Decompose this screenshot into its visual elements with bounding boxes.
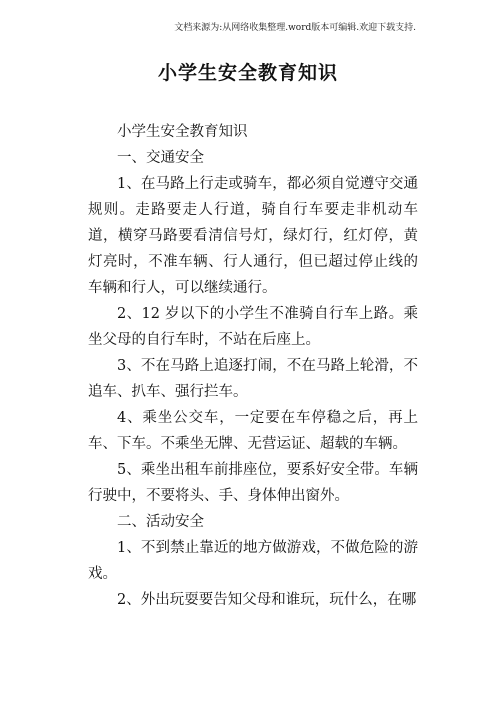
paragraph-item: 1、不到禁止靠近的地方做游戏，不做危险的游戏。 [88,540,418,582]
paragraph-item: 1、在马路上行走或骑车，都必须自觉遵守交通规则。走路要走人行道，骑自行车要走非机动车道，横穿马路要看清信号灯，绿灯行，红灯停，黄灯亮时，不准车辆、行人通行，但已超过停止线的车辆和行人，可以继续通行。 [88,176,418,296]
paragraph-item: 2、外出玩耍要告知父母和谁玩，玩什么，在哪 [117,592,417,608]
paragraph-item: 4、乘坐公交车，一定要在车停稳之后，再上车、下车。不乘坐无牌、无营运证、超载的车辆。 [88,410,418,452]
header-note: 文档来源为:从网络收集整理.word版本可编辑.欢迎下载支持. [174,23,416,33]
section-heading-activity: 二、活动安全 [117,514,204,530]
paragraph-item: 3、不在马路上追逐打闹，不在马路上轮滑，不追车、扒车、强行拦车。 [88,358,418,400]
section-heading-traffic: 一、交通安全 [117,150,204,166]
paragraph-subtitle: 小学生安全教育知识 [117,124,248,140]
paragraph-item: 5、乘坐出租车前排座位，要系好安全带。车辆行驶中，不要将头、手、身体伸出窗外。 [88,462,418,504]
document-title: 小学生安全教育知识 [157,62,338,84]
paragraph-item: 2、12 岁以下的小学生不准骑自行车上路。乘坐父母的自行车时，不站在后座上。 [88,306,418,348]
document-body [88,119,418,613]
